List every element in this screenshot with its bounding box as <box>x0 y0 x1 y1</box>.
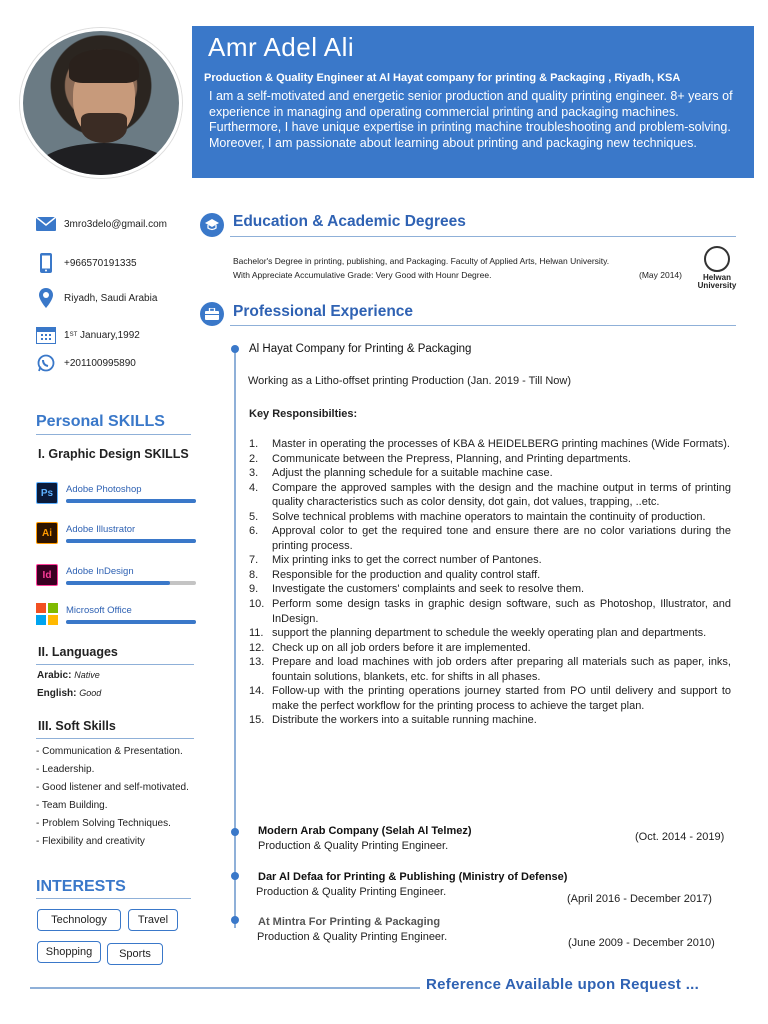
contact-birthdate <box>36 326 140 344</box>
microsoft-office-icon <box>36 603 58 625</box>
timeline-dot <box>231 916 239 924</box>
key-responsibilities-title: Key Responsibilties: <box>249 408 358 420</box>
skill-bar-fill <box>66 539 196 543</box>
skill-bar-fill <box>66 581 170 585</box>
soft-skill: - Team Building. <box>36 800 108 811</box>
skill-bar <box>66 581 196 585</box>
skill-illustrator <box>36 522 166 550</box>
skill-label: Adobe InDesign <box>66 566 134 577</box>
previous-role: Production & Quality Printing Engineer. <box>257 931 448 943</box>
previous-date: (April 2016 - December 2017) <box>567 893 712 905</box>
email-icon <box>36 215 56 233</box>
list-item: 11. support the planning department to schedule the weekly operating plan and departments. <box>249 627 707 640</box>
soft-skills-list <box>36 743 189 851</box>
previous-company: Dar Al Defaa for Printing & Publishing (Ministry of Defense) <box>258 871 568 883</box>
previous-role: Production & Quality Printing Engineer. <box>256 886 447 898</box>
university-seal-icon <box>704 246 730 272</box>
list-item: 9. Investigate the customers' complaints and seek to resolve them. <box>249 583 585 596</box>
reference-note: Reference Available upon Request ... <box>426 976 700 993</box>
language-arabic: Arabic: Native <box>37 670 100 681</box>
birth-rest: January,1992 <box>77 329 140 341</box>
profile-photo <box>20 28 182 178</box>
education-date: (May 2014) <box>639 270 682 280</box>
main-company: Al Hayat Company for Printing & Packaging <box>249 343 472 355</box>
list-item: 13. Prepare and load machines with job orders after preparing all materials such as paper, inks, fountain solutions, blankets, etc. for shifts in all phases. <box>249 656 731 683</box>
graphic-skills-title: I. Graphic Design SKILLS <box>38 447 189 461</box>
timeline-dot <box>231 872 239 880</box>
location-text: Riyadh, Saudi Arabia <box>64 292 158 304</box>
list-item: 1. Master in operating the processes of KBA & HEIDELBERG printing machines (Wide Formats). <box>249 438 730 450</box>
list-item: 12. Check up on all job orders before it are implemented. <box>249 641 531 654</box>
summary-text: I am a self-motivated and energetic senior production and quality printing engineer. 8+ years of experience in managing and operating commercial printing and packaging machines. Furthermore, I have unique expertise in printing machine troubleshooting and problem-solving. Moreover, I am passionate about learning about printing and packaging new techniques. <box>209 89 733 150</box>
language-english: English: Good <box>37 688 102 699</box>
soft-skill: - Good listener and self-motivated. <box>36 782 189 793</box>
responsibilities-list <box>249 437 731 728</box>
interest-tag: Sports <box>107 943 163 965</box>
timeline-dot <box>231 828 239 836</box>
list-item: 4. Compare the approved samples with the design and the machine output in terms of printing quality characteristics such as color density, dot gain, dot values, trapping, ..etc. <box>249 481 731 509</box>
briefcase-icon <box>200 302 224 326</box>
contact-email[interactable] <box>36 215 167 233</box>
interest-tag: Shopping <box>37 941 101 963</box>
soft-skill: - Leadership. <box>36 764 95 775</box>
skill-label: Microsoft Office <box>66 605 132 616</box>
education-line-1: Bachelor's Degree in printing, publishing, and Packaging. Faculty of Applied Arts, Helwan University. <box>233 256 610 266</box>
skills-title: Personal SKILLS <box>36 413 165 430</box>
skill-indesign <box>36 564 166 592</box>
list-item: 14. Follow-up with the printing operations journey started from PO until delivery and support to make the perfect workflow for the printing process to achieve the target plan. <box>249 685 731 712</box>
experience-rule <box>230 325 736 326</box>
previous-date: (Oct. 2014 - 2019) <box>635 831 725 843</box>
soft-skill: - Communication & Presentation. <box>36 746 183 757</box>
skill-bar-fill <box>66 620 196 624</box>
interest-tag: Travel <box>128 909 178 931</box>
graduation-cap-icon <box>200 213 224 237</box>
soft-skill: - Flexibility and creativity <box>36 836 145 847</box>
phone-text: +966570191335 <box>64 257 137 269</box>
languages-title: II. Languages <box>38 645 118 659</box>
skills-rule <box>36 434 191 435</box>
interests-title: INTERESTS <box>36 878 126 895</box>
skill-bar <box>66 539 196 543</box>
timeline-dot <box>231 345 239 353</box>
whatsapp-text: +201100995890 <box>64 357 136 369</box>
skill-bar <box>66 499 196 503</box>
list-item: 15. Distribute the workers into a suitable running machine. <box>249 714 537 727</box>
experience-title: Professional Experience <box>233 303 414 320</box>
phone-icon <box>36 254 56 272</box>
languages-rule <box>36 664 194 665</box>
job-title: Production & Quality Engineer at Al Hayat company for printing & Packaging , Riyadh, KSA <box>204 72 681 84</box>
interests-rule <box>36 898 191 899</box>
list-item: 6. Approval color to get the required tone and ensure there are no color variations during the printing process. <box>249 525 731 552</box>
person-name: Amr Adel Ali <box>208 32 355 62</box>
interest-tag: Technology <box>37 909 121 931</box>
header-banner <box>192 26 754 178</box>
calendar-icon <box>36 326 56 344</box>
list-item: 2. Communicate between the Prepress, Planning, and Printing departments. <box>249 452 631 465</box>
university-logo: Helwan University <box>693 246 741 290</box>
birth-suffix: ST <box>69 332 78 338</box>
skill-bar-fill <box>66 499 196 503</box>
whatsapp-icon <box>36 354 56 372</box>
indesign-icon: Id <box>36 564 58 586</box>
list-item: 7. Mix printing inks to get the correct number of Pantones. <box>249 554 542 567</box>
skill-office <box>36 603 166 631</box>
education-rule <box>230 236 736 237</box>
previous-company: At Mintra For Printing & Packaging <box>258 916 441 928</box>
map-pin-icon <box>36 289 56 307</box>
email-text: 3mro3delo@gmail.com <box>64 218 167 230</box>
soft-skills-rule <box>36 738 194 739</box>
education-line-2: With Appreciate Accumulative Grade: Very Good with Hounr Degree. <box>233 270 492 280</box>
soft-skills-title: III. Soft Skills <box>38 719 116 733</box>
list-item: 5. Solve technical problems with machine operators to maintain the continuity of production. <box>249 510 706 523</box>
soft-skill: - Problem Solving Techniques. <box>36 818 171 829</box>
skill-photoshop <box>36 482 166 510</box>
previous-date: (June 2009 - December 2010) <box>568 937 715 949</box>
contact-phone[interactable] <box>36 254 137 272</box>
illustrator-icon: Ai <box>36 522 58 544</box>
previous-company: Modern Arab Company (Selah Al Telmez) <box>258 825 472 837</box>
list-item: 3. Adjust the planning schedule for a suitable machine case. <box>249 467 553 480</box>
experience-timeline <box>234 348 236 928</box>
footer-rule <box>30 987 420 989</box>
skill-label: Adobe Photoshop <box>66 484 142 495</box>
main-role: Working as a Litho-offset printing Production (Jan. 2019 - Till Now) <box>248 375 572 387</box>
birth-day: 1 <box>64 329 70 341</box>
skill-bar <box>66 620 196 624</box>
skill-label: Adobe Illustrator <box>66 524 136 535</box>
education-title: Education & Academic Degrees <box>233 213 466 230</box>
list-item: 8. Responsible for the production and quality control staff. <box>249 568 541 581</box>
list-item: 10. Perform some design tasks in graphic design software, such as Photoshop, Illustrator, and InDesign. <box>249 598 731 625</box>
contact-whatsapp[interactable] <box>36 354 136 372</box>
photoshop-icon: Ps <box>36 482 58 504</box>
previous-role: Production & Quality Printing Engineer. <box>258 840 449 852</box>
contact-location <box>36 289 157 307</box>
